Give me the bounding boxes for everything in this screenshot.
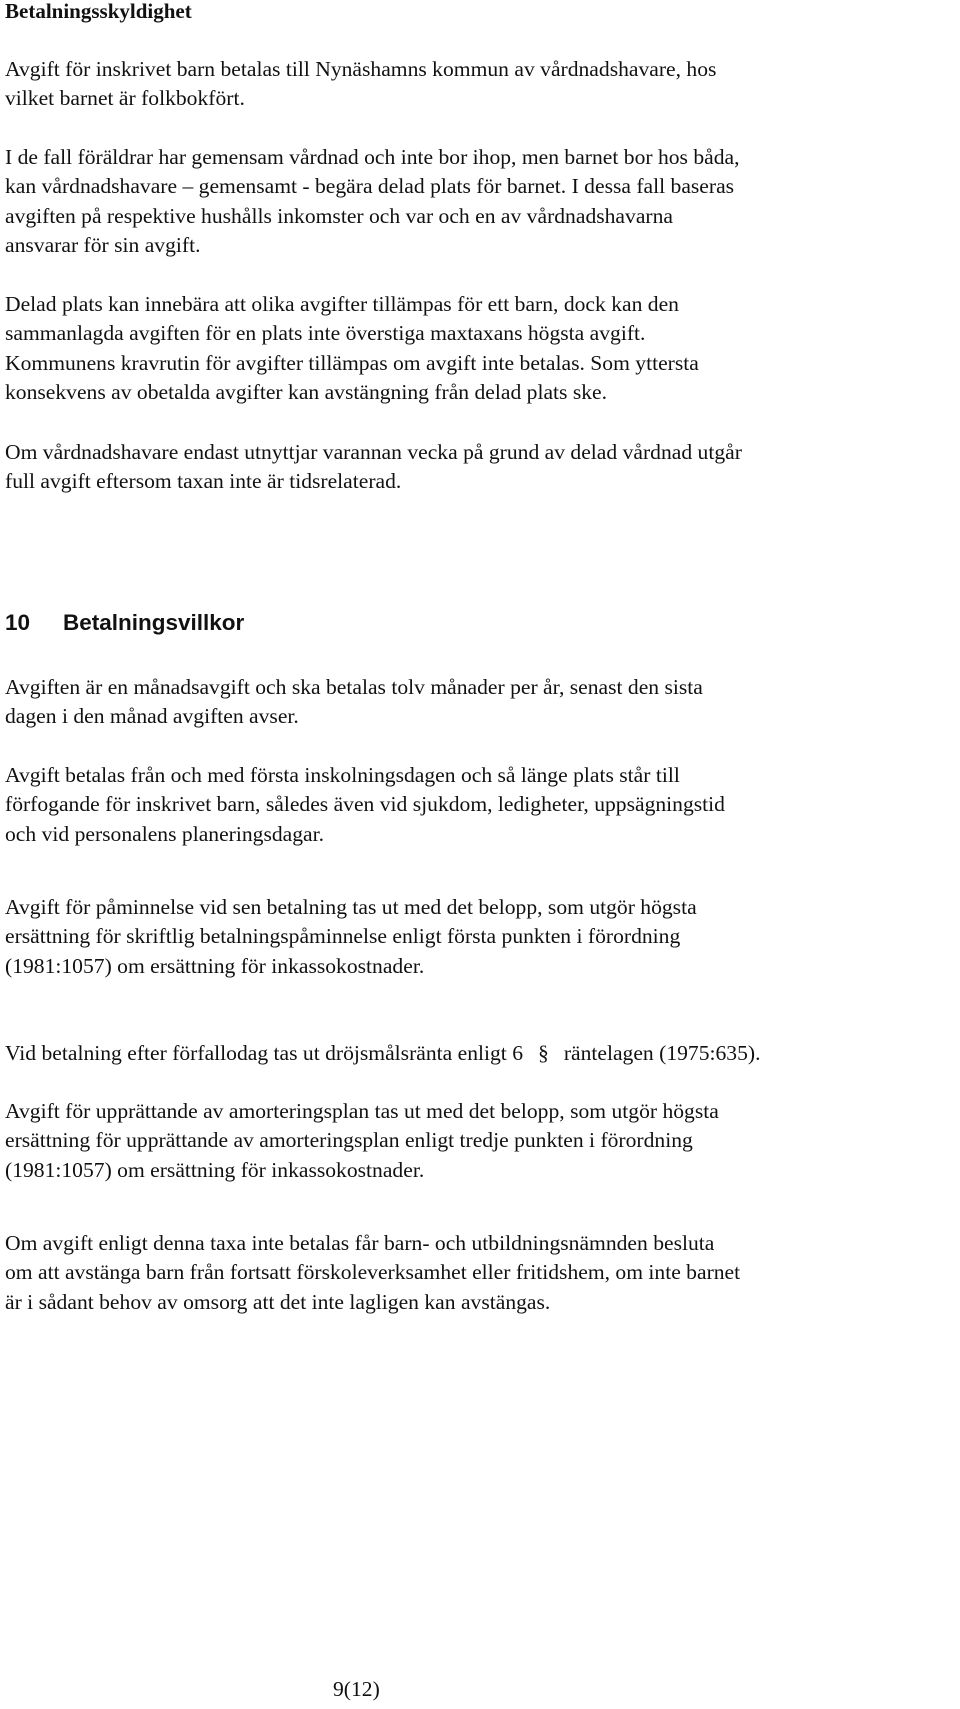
section-title: Betalningsvillkor [63, 610, 245, 635]
text-line: avgiften på respektive hushålls inkomster och var och en av vårdnadshavarna [5, 203, 673, 228]
text-line: dagen i den månad avgiften avser. [5, 704, 299, 729]
text-line: full avgift eftersom taxan inte är tidsrelaterad. [5, 469, 402, 494]
text-line: Avgift för påminnelse vid sen betalning tas ut med det belopp, som utgör högsta [5, 895, 697, 919]
paragraph-avstangning [5, 1229, 953, 1317]
text-line: ansvarar för sin avgift. [5, 232, 201, 257]
text-line: konsekvens av obetalda avgifter kan avstängning från delad plats ske. [5, 379, 608, 404]
text-line: sammanlagda avgiften för en plats inte överstiga maxtaxans högsta avgift. [5, 321, 646, 346]
text-line: Avgift betalas från och med första inskolningsdagen och så länge plats står till [5, 763, 680, 787]
text-line: (1981:1057) om ersättning för inkassokostnader. [5, 953, 425, 978]
section-number: 10 [5, 610, 31, 635]
paragraph-varannan-vecka [5, 438, 953, 497]
text-line: Om avgift enligt denna taxa inte betalas får barn- och utbildningsnämnden besluta [5, 1231, 715, 1255]
text-line: vilket barnet är folkbokfört. [5, 86, 245, 111]
text-line: Avgiften är en månadsavgift och ska betalas tolv månader per år, senast den sista [5, 675, 703, 699]
text-line: Avgift för upprättande av amorteringsplan tas ut med det belopp, som utgör högsta [5, 1099, 719, 1123]
page-number: 9(12) [333, 1677, 380, 1701]
paragraph-inskolningsdagen [5, 761, 953, 849]
text-line: Om vårdnadshavare endast utnyttjar varannan vecka på grund av delad vårdnad utgår [5, 440, 742, 464]
text-line: (1981:1057) om ersättning för inkassokostnader. [5, 1157, 425, 1182]
text-line: Avgift för inskrivet barn betalas till Nynäshamns kommun av vårdnadshavare, hos [5, 57, 717, 81]
text-segment: räntelagen (1975:635). [563, 1041, 761, 1065]
text-line: kan vårdnadshavare – gemensamt - begära delad plats för barnet. I dessa fall baseras [5, 174, 735, 199]
heading-betalningsskyldighet: Betalningsskyldighet [5, 0, 192, 23]
text-line: ersättning för upprättande av amorteringsplan enligt tredje punkten i förordning [5, 1128, 693, 1153]
text-line: ersättning för skriftlig betalningspåminnelse enligt första punkten i förordning [5, 924, 681, 949]
text-line: Kommunens kravrutin för avgifter tillämpas om avgift inte betalas. Som yttersta [5, 350, 699, 375]
paragraph-avgift-inskrivet [5, 55, 953, 114]
text-line: I de fall föräldrar har gemensam vårdnad och inte bor ihop, men barnet bor hos båda, [5, 145, 740, 169]
text-line: förfogande för inskrivet barn, således även vid sjukdom, ledigheter, uppsägningstid [5, 792, 725, 817]
paragraph-gemensam-vardnad [5, 143, 953, 260]
section-sign: § [538, 1041, 549, 1065]
text-line: om att avstänga barn från fortsatt förskoleverksamhet eller fritidshem, om inte barnet [5, 1260, 741, 1285]
paragraph-manadsavgift [5, 673, 953, 732]
paragraph-paminnelse [5, 893, 953, 981]
text-segment: Vid betalning efter förfallodag tas ut dröjsmålsränta enligt 6 [5, 1041, 523, 1065]
text-line: är i sådant behov av omsorg att det inte lagligen kan avstängas. [5, 1289, 551, 1314]
section-heading-betalningsvillkor [5, 608, 244, 638]
text-line: och vid personalens planeringsdagar. [5, 821, 325, 846]
paragraph-drojsmalsranta [5, 1039, 960, 1068]
paragraph-amorteringsplan [5, 1097, 953, 1185]
paragraph-delad-plats [5, 290, 953, 407]
text-line: Delad plats kan innebära att olika avgifter tillämpas för ett barn, dock kan den [5, 292, 679, 316]
